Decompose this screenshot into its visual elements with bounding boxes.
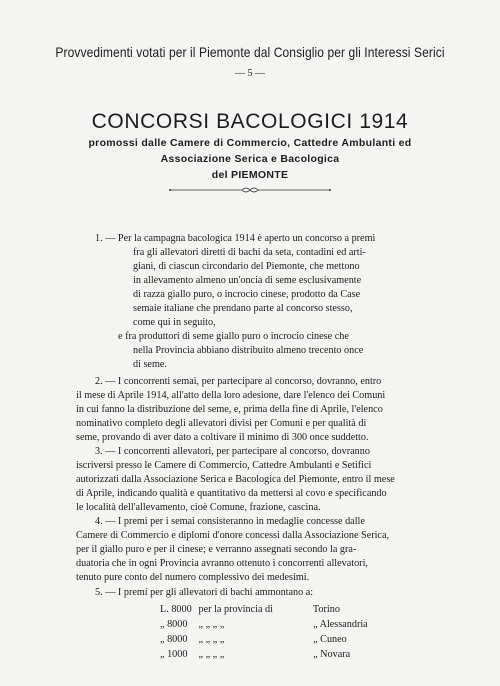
body-line: Camere di Commercio e diplomi d'onore concessi dalla Associazione Serica,: [76, 530, 390, 541]
subtitle-line-3: del PIEMONTE: [211, 169, 289, 181]
body-line: nominativo completo degli allevatori divisi per Comuni e per qualità di: [76, 418, 367, 429]
body-line: il mese di Aprile 1914, all'atto della loro adesione, dare l'elenco dei Comuni: [76, 390, 386, 401]
prize-place: „ Alessandria: [313, 619, 368, 630]
prize-row: [160, 604, 340, 615]
body-line: 1. — Per la campagna bacologica 1914 è aperto un concorso a premi: [95, 233, 376, 244]
subtitle-line-2: Associazione Serica e Bacologica: [160, 153, 340, 165]
body-line: seme, provando di aver dato a coltivare il minimo di 300 once suddetto.: [76, 432, 369, 443]
body-line: 3. — I concorrenti allevatori, per partecipare al concorso, dovranno: [95, 446, 370, 457]
prize-amount: „ 1000: [160, 649, 188, 660]
prize-place: Torino: [312, 604, 340, 615]
prize-amount: L. 8000: [160, 604, 192, 615]
prize-place: „ Novara: [313, 649, 351, 660]
body-line: in allevamento almeno un'oncia di seme esclusivamente: [133, 275, 362, 286]
body-line: fra gli allevatori diretti di bachi da seta, contadini ed arti-: [133, 247, 366, 258]
prize-row: [160, 634, 347, 645]
body-line: come qui in seguito,: [133, 317, 216, 328]
page-number: — 5 —: [235, 68, 265, 79]
body-line: duatoria che in ogni Provincia avranno ottenuto i concorrenti allevatori,: [76, 558, 368, 569]
prize-row: [160, 649, 350, 660]
prize-text: „ „ „ „: [198, 649, 225, 660]
prize-text: „ „ „ „: [198, 634, 225, 645]
body-line: 4. — I premi per i semai consisteranno in medaglie concesse dalle: [95, 516, 365, 527]
body-line: per il giallo puro e per il cinese; e verranno assegnati secondo la gra-: [76, 544, 357, 555]
body-line: di Aprile, indicando qualità e quantitativo da mettersi al covo e specificando: [76, 488, 387, 499]
body-line: semaie italiane che prendano parte al concorso stesso,: [133, 303, 353, 314]
body-line: 5. — I premi per gli allevatori di bachi ammontano a:: [95, 587, 314, 598]
document-header: Provvedimenti votati per il Piemonte dal Consiglio per gli Interessi Serici: [55, 44, 445, 60]
body-line: tenuto pure conto del numero complessivo dei medesimi.: [76, 572, 310, 583]
body-line: giani, di ciascun circondario del Piemonte, che mettono: [133, 261, 360, 272]
body-line: in cui fanno la distribuzione del seme, e, prima della fine di Aprile, l'elenco: [76, 404, 383, 415]
prize-amount: „ 8000: [160, 634, 188, 645]
prize-amount: „ 8000: [160, 619, 188, 630]
ornament-divider-icon: [168, 186, 332, 194]
body-line: iscriversi presso le Camere di Commercio, Cattedre Ambulanti e Setifici: [76, 460, 372, 471]
body-line: e fra produttori di seme giallo puro o incrocio cinese che: [118, 331, 349, 342]
body-line: le località dell'allevamento, cioè Comune, frazione, cascina.: [76, 502, 321, 513]
body-line: 2. — I concorrenti semai, per partecipare al concorso, dovranno, entro: [95, 376, 382, 387]
prize-place: „ Cuneo: [313, 634, 347, 645]
document-title: CONCORSI BACOLOGICI 1914: [91, 110, 409, 133]
prize-row: [160, 619, 368, 630]
body-line: di razza giallo puro, o incrocio cinese, prodotto da Case: [133, 289, 361, 300]
body-line: nella Provincia abbiano distribuito almeno trecento once: [133, 345, 364, 356]
body-line: autorizzati dalla Associazione Serica e Bacologica del Piemonte, entro il mese: [76, 474, 395, 485]
subtitle-line-1: promossi dalle Camere di Commercio, Cattedre Ambulanti ed: [88, 137, 412, 149]
prize-text: per la provincia di: [198, 604, 273, 615]
prize-text: „ „ „ „: [198, 619, 225, 630]
body-line: di seme.: [133, 359, 167, 370]
